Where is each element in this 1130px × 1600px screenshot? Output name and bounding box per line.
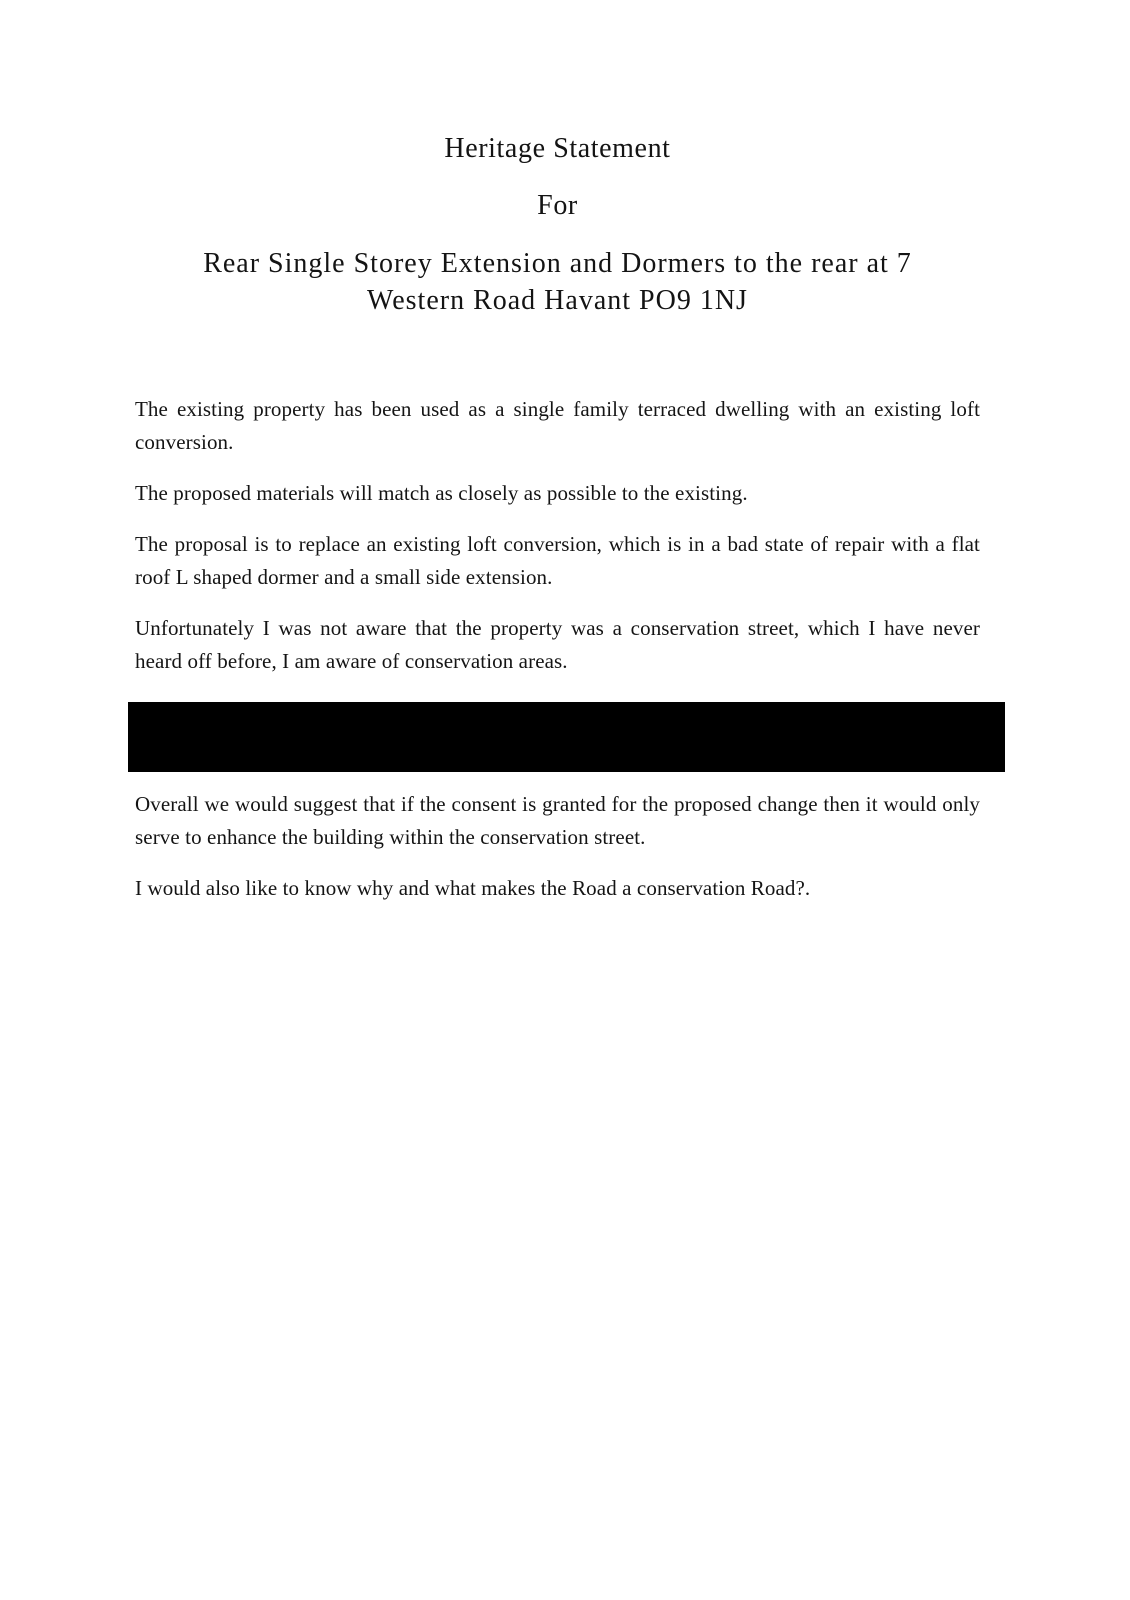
document-subject-line-1: Rear Single Storey Extension and Dormers to the rear at 7 (203, 248, 912, 279)
body-paragraph-overall-suggestion: Overall we would suggest that if the consent is granted for the proposed change then it would only serve to enhance the building within the conservation street. (135, 792, 980, 849)
body-copy (135, 393, 980, 905)
body-paragraph-conservation-street: Unfortunately I was not aware that the property was a conservation street, which I have never heard off before, I am aware of conservation areas. (135, 616, 980, 673)
document-content (0, 130, 1130, 905)
document-subject-line-2: Western Road Havant PO9 1NJ (367, 285, 748, 316)
body-paragraph-question: I would also like to know why and what makes the Road a conservation Road?. (135, 876, 811, 900)
redaction-bar (128, 702, 1005, 772)
document-subject (135, 245, 980, 319)
body-paragraph-existing-property: The existing property has been used as a single family terraced dwelling with an existing loft conversion. (135, 397, 980, 454)
body-paragraph-proposal: The proposal is to replace an existing loft conversion, which is in a bad state of repair with a flat roof L shaped dormer and a small side extension. (135, 532, 980, 589)
document-title: Heritage Statement (444, 133, 671, 164)
title-preposition: For (537, 190, 578, 221)
heading-block (135, 130, 980, 319)
body-paragraph-proposed-materials: The proposed materials will match as closely as possible to the existing. (135, 481, 748, 505)
